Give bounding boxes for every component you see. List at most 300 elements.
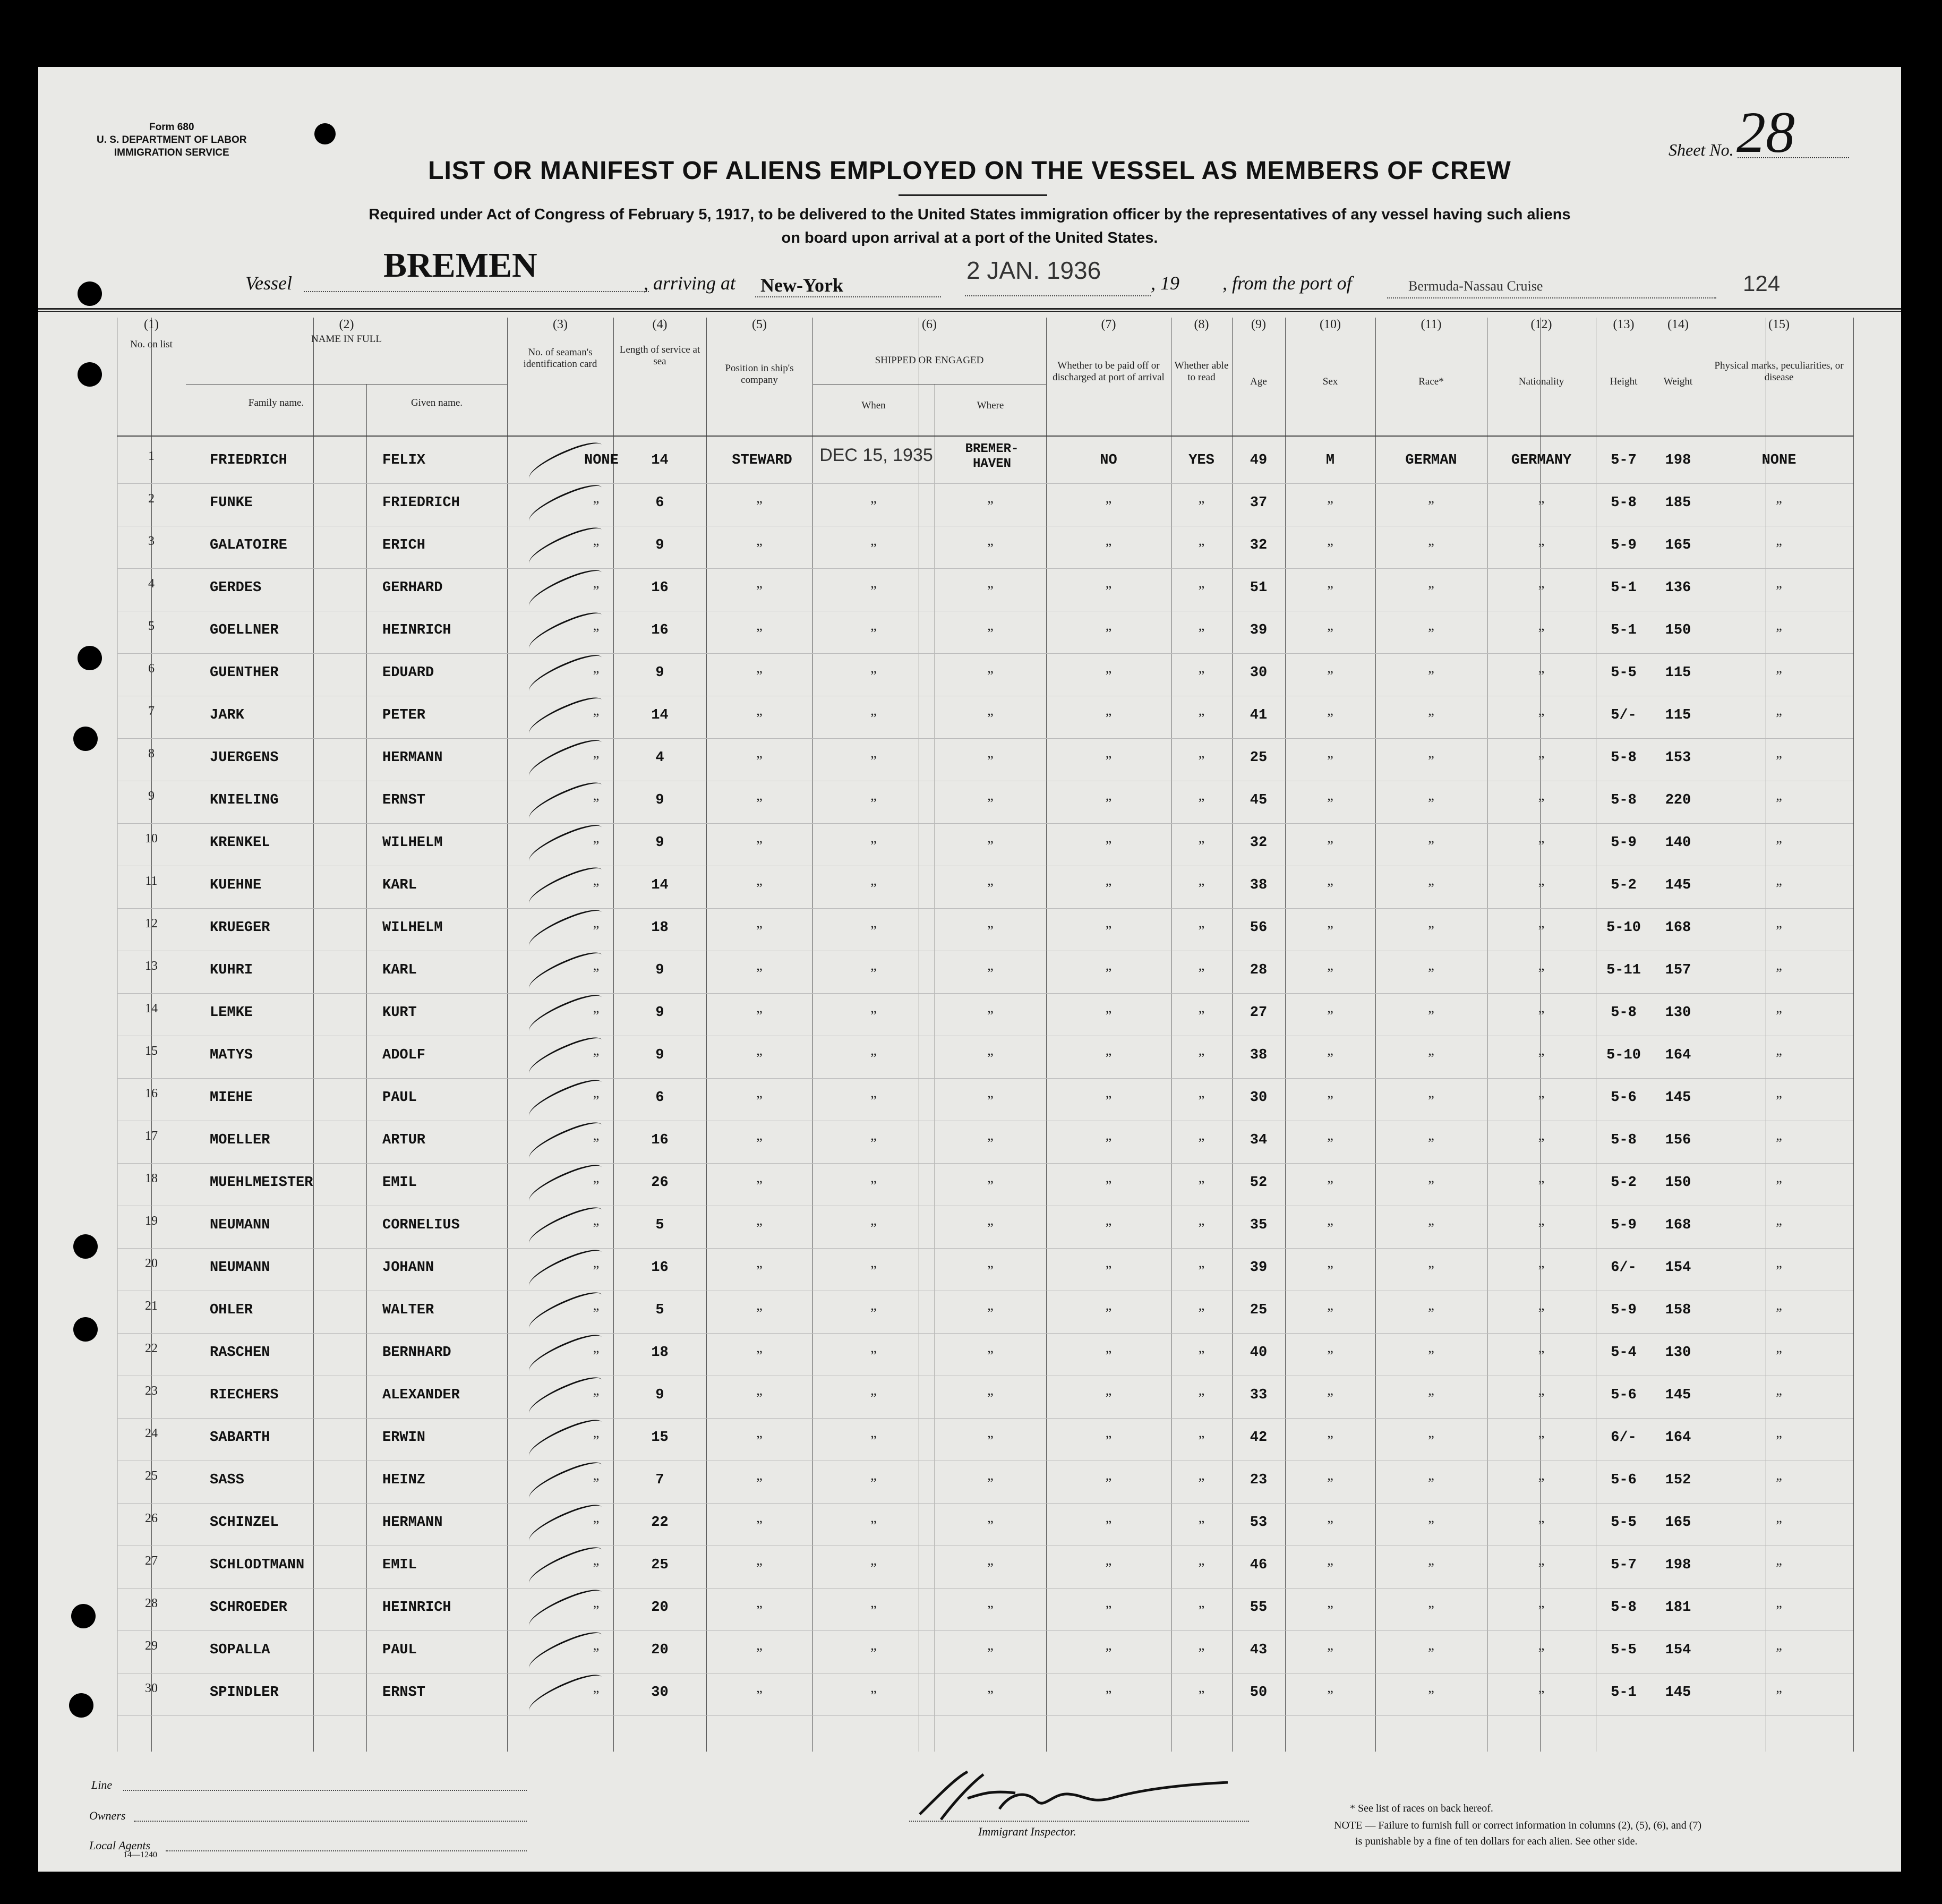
ditto-mark: ” — [870, 498, 877, 514]
ditto-mark: ” — [1538, 1135, 1545, 1151]
ditto-mark: ” — [1198, 583, 1205, 599]
service: IMMIGRATION SERVICE — [114, 147, 229, 158]
ditto-mark: ” — [1538, 1348, 1545, 1363]
ditto-mark: ” — [756, 1008, 763, 1023]
ditto-mark: ” — [1327, 838, 1333, 853]
row-number: 8 — [148, 747, 155, 761]
row-number: 29 — [145, 1639, 158, 1653]
races-note: * See list of races on back hereof. — [1350, 1803, 1493, 1814]
ditto-mark: ” — [1428, 626, 1434, 641]
ditto-mark: ” — [1776, 1135, 1782, 1151]
ditto-mark: ” — [1538, 923, 1545, 938]
weight: 168 — [1665, 920, 1691, 936]
ditto-mark: ” — [1327, 541, 1333, 556]
shipped-where-2: HAVEN — [972, 457, 1011, 471]
subtitle-line-2: on board upon arrival at a port of the United States. — [781, 229, 1158, 246]
col-position: Position in ship's company — [725, 363, 794, 386]
ditto-mark: ” — [987, 583, 994, 599]
family-name: KUEHNE — [210, 877, 262, 893]
ditto-mark: ” — [1198, 1093, 1205, 1108]
ditto-mark: ” — [870, 626, 877, 641]
port-dots — [755, 296, 941, 297]
ditto-mark: ” — [1428, 1135, 1434, 1151]
row-number: 4 — [148, 577, 155, 591]
row-rule — [117, 1163, 1853, 1164]
ditto-mark: ” — [1538, 1178, 1545, 1193]
ditto-mark: ” — [870, 1390, 877, 1406]
ditto-mark: ” — [756, 1348, 763, 1363]
family-name: JARK — [210, 707, 244, 723]
nationality: GERMANY — [1511, 452, 1572, 468]
ditto-mark: ” — [1105, 838, 1112, 853]
weight: 140 — [1665, 835, 1691, 851]
height: 6/- — [1611, 1430, 1637, 1446]
ditto-mark: ” — [987, 1688, 994, 1703]
footer-agents-dots — [166, 1850, 527, 1851]
vessel-dots — [304, 291, 649, 292]
given-name: HERMANN — [382, 1515, 443, 1531]
row-rule — [117, 908, 1853, 909]
height: 5-7 — [1611, 452, 1637, 468]
column-rule — [1046, 318, 1047, 1752]
weight: 164 — [1665, 1047, 1691, 1063]
ditto-mark: ” — [1105, 1475, 1112, 1491]
family-name: KRENKEL — [210, 835, 270, 851]
height: 5-6 — [1611, 1090, 1637, 1106]
col-given-name: Given name. — [410, 397, 463, 408]
given-name: EMIL — [382, 1175, 417, 1191]
sheet-number-value: 28 — [1736, 100, 1795, 165]
ditto-mark: ” — [1428, 1008, 1434, 1023]
ditto-mark: ” — [1198, 1518, 1205, 1533]
ditto-mark: ” — [593, 1390, 600, 1406]
ditto-mark: ” — [1198, 1178, 1205, 1193]
col-sex: Sex — [1322, 376, 1338, 387]
ditto-mark: ” — [1198, 1433, 1205, 1448]
name-subrule — [186, 384, 507, 385]
ditto-mark: ” — [987, 1263, 994, 1278]
ditto-mark: ” — [987, 1518, 994, 1533]
from-port-label: , from the port of — [1222, 272, 1352, 294]
column-rule — [812, 318, 813, 1752]
height: 5-9 — [1611, 1217, 1637, 1233]
ditto-mark: ” — [870, 1220, 877, 1236]
ditto-mark: ” — [1105, 753, 1112, 769]
vessel-name: BREMEN — [383, 246, 537, 285]
column-number: (10) — [1320, 318, 1341, 331]
given-name: PETER — [382, 707, 426, 723]
length-of-service: 18 — [651, 1345, 669, 1361]
ditto-mark: ” — [1327, 1305, 1333, 1321]
ditto-mark: ” — [1327, 1560, 1333, 1576]
ditto-mark: ” — [1198, 881, 1205, 896]
sex: M — [1325, 452, 1335, 468]
given-name: KARL — [382, 877, 417, 893]
weight: 153 — [1665, 750, 1691, 766]
race: GERMAN — [1405, 452, 1457, 468]
ditto-mark: ” — [593, 1688, 600, 1703]
ditto-mark: ” — [593, 796, 600, 811]
length-of-service: 30 — [651, 1685, 669, 1701]
length-of-service: 6 — [655, 1090, 664, 1106]
ditto-mark: ” — [870, 1051, 877, 1066]
ditto-mark: ” — [1776, 626, 1782, 641]
given-name: BERNHARD — [382, 1345, 451, 1361]
ditto-mark: ” — [593, 1603, 600, 1618]
ditto-mark: ” — [756, 1390, 763, 1406]
length-of-service: 5 — [655, 1217, 664, 1233]
col-paid-off: Whether to be paid off or discharged at port of arrival — [1053, 360, 1165, 383]
ditto-mark: ” — [1538, 498, 1545, 514]
family-name: GUENTHER — [210, 665, 279, 681]
ditto-mark: ” — [870, 1008, 877, 1023]
ditto-mark: ” — [593, 1220, 600, 1236]
age: 49 — [1250, 452, 1268, 468]
col-nationality: Nationality — [1518, 376, 1564, 387]
arrival-port: New-York — [760, 275, 843, 296]
column-rule — [507, 318, 508, 1752]
ditto-mark: ” — [1327, 711, 1333, 726]
weight: 158 — [1665, 1302, 1691, 1318]
ditto-mark: ” — [1428, 1645, 1434, 1661]
ditto-mark: ” — [1776, 1390, 1782, 1406]
given-name: WILHELM — [382, 920, 443, 936]
age: 38 — [1250, 877, 1268, 893]
row-rule — [117, 1673, 1853, 1674]
age: 30 — [1250, 665, 1268, 681]
col-read: Whether able to read — [1174, 360, 1229, 383]
ditto-mark: ” — [1538, 1008, 1545, 1023]
family-name: RASCHEN — [210, 1345, 270, 1361]
age: 40 — [1250, 1345, 1268, 1361]
ditto-mark: ” — [1198, 753, 1205, 769]
given-name: EDUARD — [382, 665, 434, 681]
ditto-mark: ” — [756, 1688, 763, 1703]
ditto-mark: ” — [1327, 1433, 1333, 1448]
ditto-mark: ” — [1538, 1475, 1545, 1491]
vessel-number: 124 — [1743, 271, 1781, 296]
ditto-mark: ” — [1538, 753, 1545, 769]
age: 33 — [1250, 1387, 1268, 1403]
ditto-mark: ” — [1428, 753, 1434, 769]
shipped-when: DEC 15, 1935 — [819, 445, 933, 465]
ditto-mark: ” — [1538, 668, 1545, 684]
ditto-mark: ” — [1198, 1475, 1205, 1491]
col-service: Length of service at sea — [619, 344, 700, 367]
footer-note-1: NOTE — Failure to furnish full or correct information in columns (2), (5), (6), and (7) — [1334, 1820, 1702, 1831]
ditto-mark: ” — [870, 1178, 877, 1193]
punch-hole — [314, 123, 336, 144]
row-number: 25 — [145, 1469, 158, 1483]
age: 25 — [1250, 750, 1268, 766]
ditto-mark: ” — [1776, 923, 1782, 938]
ditto-mark: ” — [1428, 541, 1434, 556]
row-number: 28 — [145, 1596, 158, 1610]
ditto-mark: ” — [870, 1433, 877, 1448]
ditto-mark: ” — [1327, 583, 1333, 599]
family-name: GOELLNER — [210, 622, 279, 638]
weight: 165 — [1665, 537, 1691, 553]
ditto-mark: ” — [1327, 1603, 1333, 1618]
shipped-subrule — [812, 384, 1046, 385]
paid-off: NO — [1100, 452, 1117, 468]
ditto-mark: ” — [987, 1051, 994, 1066]
ditto-mark: ” — [593, 881, 600, 896]
ditto-mark: ” — [756, 1178, 763, 1193]
ditto-mark: ” — [1776, 1008, 1782, 1023]
ditto-mark: ” — [1776, 1433, 1782, 1448]
weight: 198 — [1665, 1557, 1691, 1573]
row-rule — [117, 568, 1853, 569]
age: 27 — [1250, 1005, 1268, 1021]
ditto-mark: ” — [1538, 1603, 1545, 1618]
age: 50 — [1250, 1685, 1268, 1701]
length-of-service: 9 — [655, 1005, 664, 1021]
ditto-mark: ” — [870, 583, 877, 599]
physical-marks: NONE — [1761, 452, 1796, 468]
ditto-mark: ” — [756, 1135, 763, 1151]
year-label: , 19 — [1151, 272, 1179, 294]
column-number: (9) — [1251, 318, 1266, 331]
header-bottom-rule — [117, 436, 1853, 437]
height: 5-1 — [1611, 1685, 1637, 1701]
row-rule — [117, 1418, 1853, 1419]
ditto-mark: ” — [1327, 1348, 1333, 1363]
age: 38 — [1250, 1047, 1268, 1063]
date-stamp: 2 JAN. 1936 — [966, 257, 1101, 284]
column-number: (14) — [1667, 318, 1689, 331]
family-name: KUHRI — [210, 962, 253, 978]
column-number: (4) — [652, 318, 668, 331]
ditto-mark: ” — [593, 1093, 600, 1108]
column-number: (8) — [1194, 318, 1209, 331]
ditto-mark: ” — [1327, 881, 1333, 896]
ditto-mark: ” — [593, 498, 600, 514]
ditto-mark: ” — [1776, 1093, 1782, 1108]
ditto-mark: ” — [1428, 1688, 1434, 1703]
ditto-mark: ” — [1327, 1220, 1333, 1236]
row-number: 9 — [148, 789, 155, 803]
ditto-mark: ” — [1327, 1178, 1333, 1193]
height: 5-1 — [1611, 580, 1637, 596]
ditto-mark: ” — [1105, 1688, 1112, 1703]
ditto-mark: ” — [1198, 838, 1205, 853]
ditto-mark: ” — [1198, 1008, 1205, 1023]
height: 5-8 — [1611, 495, 1637, 511]
given-name: ALEXANDER — [382, 1387, 460, 1403]
ditto-mark: ” — [1776, 1518, 1782, 1533]
ditto-mark: ” — [756, 923, 763, 938]
column-rule — [151, 318, 152, 1752]
height: 5-5 — [1611, 665, 1637, 681]
row-number: 21 — [145, 1299, 158, 1313]
ditto-mark: ” — [1327, 1093, 1333, 1108]
ditto-mark: ” — [987, 541, 994, 556]
height: 6/- — [1611, 1260, 1637, 1276]
ditto-mark: ” — [1105, 1348, 1112, 1363]
given-name: ADOLF — [382, 1047, 426, 1063]
row-number: 10 — [145, 832, 158, 846]
ditto-mark: ” — [1327, 1008, 1333, 1023]
ditto-mark: ” — [1776, 1603, 1782, 1618]
family-name: RIECHERS — [210, 1387, 279, 1403]
row-rule — [117, 653, 1853, 654]
ditto-mark: ” — [756, 626, 763, 641]
ditto-mark: ” — [987, 966, 994, 981]
ditto-mark: ” — [987, 1560, 994, 1576]
ditto-mark: ” — [870, 753, 877, 769]
ditto-mark: ” — [1198, 541, 1205, 556]
ditto-mark: ” — [987, 1135, 994, 1151]
ditto-mark: ” — [1105, 1305, 1112, 1321]
ditto-mark: ” — [1105, 1645, 1112, 1661]
height: 5-10 — [1606, 920, 1641, 936]
row-rule — [117, 1333, 1853, 1334]
column-number: (12) — [1530, 318, 1552, 331]
ditto-mark: ” — [987, 838, 994, 853]
ditto-mark: ” — [1198, 1560, 1205, 1576]
ditto-mark: ” — [1428, 498, 1434, 514]
ditto-mark: ” — [756, 1560, 763, 1576]
given-name: EMIL — [382, 1557, 417, 1573]
row-number: 24 — [145, 1427, 158, 1440]
ditto-mark: ” — [1327, 1475, 1333, 1491]
ditto-mark: ” — [870, 1135, 877, 1151]
ditto-mark: ” — [1105, 498, 1112, 514]
column-rule — [1232, 318, 1233, 1752]
ditto-mark: ” — [593, 1263, 600, 1278]
length-of-service: 26 — [651, 1175, 669, 1191]
ditto-mark: ” — [1776, 1560, 1782, 1576]
ditto-mark: ” — [870, 541, 877, 556]
family-name: MUEHLMEISTER — [210, 1175, 313, 1191]
height: 5-7 — [1611, 1557, 1637, 1573]
row-number: 5 — [148, 619, 155, 633]
ditto-mark: ” — [1538, 966, 1545, 981]
length-of-service: 16 — [651, 622, 669, 638]
ditto-mark: ” — [870, 1688, 877, 1703]
ditto-mark: ” — [756, 1263, 763, 1278]
ditto-mark: ” — [1428, 1390, 1434, 1406]
ditto-mark: ” — [1327, 1645, 1333, 1661]
length-of-service: 22 — [651, 1515, 669, 1531]
height: 5/- — [1611, 707, 1637, 723]
ditto-mark: ” — [1428, 1433, 1434, 1448]
ditto-mark: ” — [756, 1645, 763, 1661]
ditto-mark: ” — [1105, 711, 1112, 726]
weight: 150 — [1665, 622, 1691, 638]
column-number: (2) — [339, 318, 354, 331]
column-rule — [1375, 318, 1376, 1752]
ditto-mark: ” — [1327, 796, 1333, 811]
row-rule — [117, 1248, 1853, 1249]
row-number: 15 — [145, 1044, 158, 1058]
ditto-mark: ” — [593, 1305, 600, 1321]
family-name: MOELLER — [210, 1132, 270, 1148]
length-of-service: 6 — [655, 495, 664, 511]
family-name: KNIELING — [210, 792, 279, 808]
ditto-mark: ” — [1327, 966, 1333, 981]
inspector-label: Immigrant Inspector. — [978, 1825, 1076, 1838]
ditto-mark: ” — [593, 1518, 600, 1533]
age: 41 — [1250, 707, 1268, 723]
column-number: (13) — [1613, 318, 1635, 331]
weight: 150 — [1665, 1175, 1691, 1191]
ditto-mark: ” — [1428, 838, 1434, 853]
ditto-mark: ” — [987, 1433, 994, 1448]
column-rule — [1853, 318, 1854, 1752]
given-name: PAUL — [382, 1642, 417, 1658]
subtitle-line-1: Required under Act of Congress of February 5, 1917, to be delivered to the United States immigration officer by the representatives of any vessel having such aliens — [369, 206, 1571, 223]
footer-line-label: Line — [91, 1778, 113, 1791]
ditto-mark: ” — [756, 753, 763, 769]
ditto-mark: ” — [1428, 1093, 1434, 1108]
length-of-service: 9 — [655, 537, 664, 553]
given-name: HEINRICH — [382, 622, 451, 638]
ditto-mark: ” — [1105, 1178, 1112, 1193]
ditto-mark: ” — [1198, 1263, 1205, 1278]
ditto-mark: ” — [1538, 1305, 1545, 1321]
given-name: HERMANN — [382, 750, 443, 766]
ditto-mark: ” — [987, 626, 994, 641]
ditto-mark: ” — [1105, 881, 1112, 896]
ditto-mark: ” — [870, 966, 877, 981]
ditto-mark: ” — [1776, 498, 1782, 514]
ditto-mark: ” — [1538, 1518, 1545, 1533]
weight: 145 — [1665, 1685, 1691, 1701]
family-name: MATYS — [210, 1047, 253, 1063]
ditto-mark: ” — [870, 1518, 877, 1533]
ditto-mark: ” — [987, 1093, 994, 1108]
row-number: 1 — [148, 449, 155, 463]
ditto-mark: ” — [1776, 1305, 1782, 1321]
weight: 145 — [1665, 1090, 1691, 1106]
ditto-mark: ” — [987, 1645, 994, 1661]
given-name: HEINZ — [382, 1472, 426, 1488]
ditto-mark: ” — [1105, 1390, 1112, 1406]
family-name: SCHINZEL — [210, 1515, 279, 1531]
family-name: GERDES — [210, 580, 262, 596]
ditto-mark: ” — [1105, 1220, 1112, 1236]
length-of-service: 14 — [651, 877, 669, 893]
ditto-mark: ” — [756, 1518, 763, 1533]
ditto-mark: ” — [593, 923, 600, 938]
ditto-mark: ” — [593, 1645, 600, 1661]
ditto-mark: ” — [593, 1433, 600, 1448]
ditto-mark: ” — [756, 668, 763, 684]
age: 45 — [1250, 792, 1268, 808]
length-of-service: 18 — [651, 920, 669, 936]
weight: 154 — [1665, 1260, 1691, 1276]
height: 5-6 — [1611, 1472, 1637, 1488]
family-name: JUERGENS — [210, 750, 279, 766]
given-name: ERICH — [382, 537, 426, 553]
age: 28 — [1250, 962, 1268, 978]
family-name: SOPALLA — [210, 1642, 270, 1658]
column-number: (15) — [1768, 318, 1790, 331]
weight: 154 — [1665, 1642, 1691, 1658]
weight: 164 — [1665, 1430, 1691, 1446]
ditto-mark: ” — [756, 1603, 763, 1618]
ditto-mark: ” — [987, 1178, 994, 1193]
ditto-mark: ” — [1428, 881, 1434, 896]
height: 5-2 — [1611, 877, 1637, 893]
length-of-service: 20 — [651, 1642, 669, 1658]
arriving-label: , arriving at — [644, 272, 736, 294]
weight: 156 — [1665, 1132, 1691, 1148]
ditto-mark: ” — [593, 1560, 600, 1576]
ditto-mark: ” — [1105, 668, 1112, 684]
